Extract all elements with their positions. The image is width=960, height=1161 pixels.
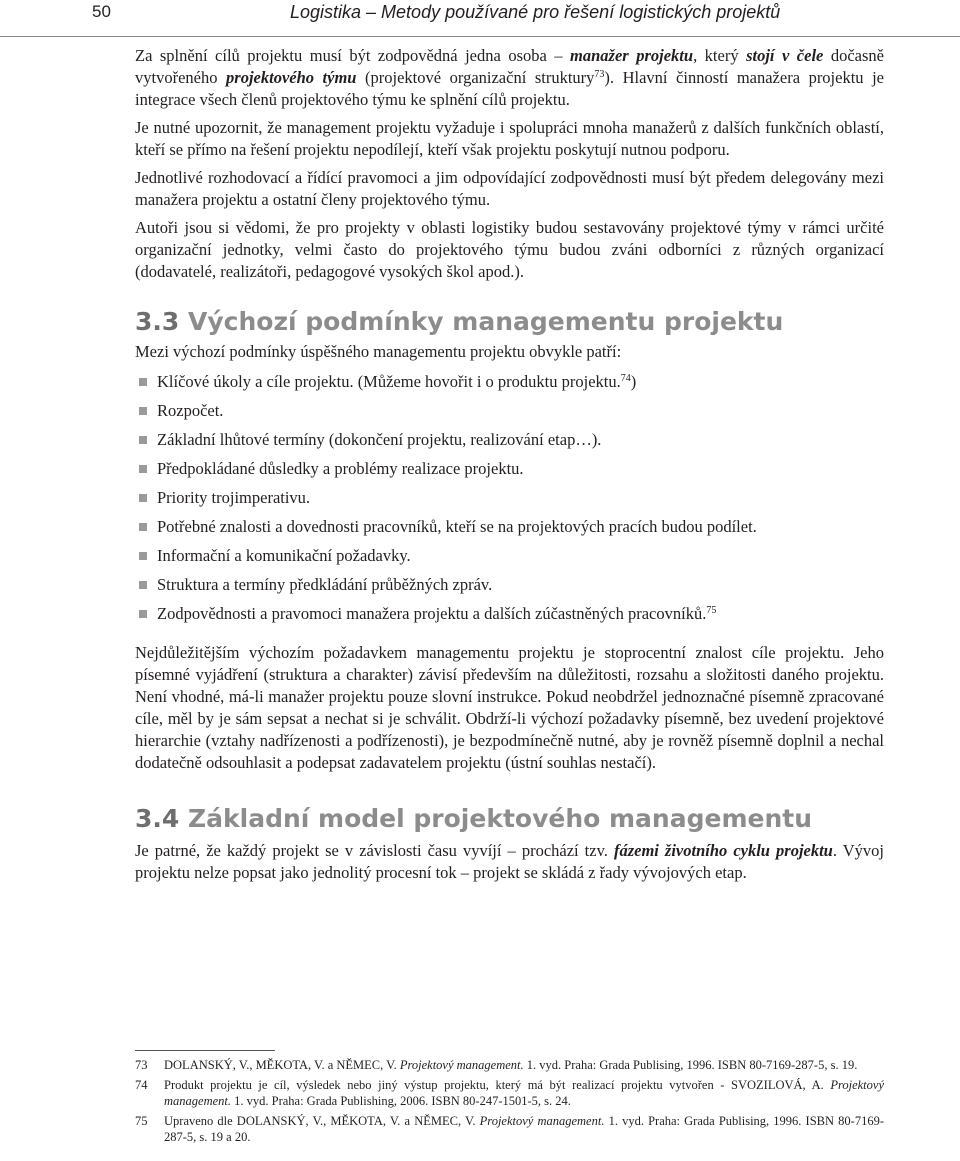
list-item: Priority trojimperativu. [135,483,884,512]
footnote-75: 75 Upraveno dle DOLANSKÝ, V., MĚKOTA, V. a NĚMEC, V. Projektový management. 1. vyd. Praha: Grada Publising, 1996. ISBN 80-7169-287-5, s. 19 a 20. [135,1114,884,1144]
footnote-number: 74 [135,1078,148,1092]
section-heading-3-3: 3.3 Výchozí podmínky managementu projektu [135,307,784,336]
paragraph-authors-note: Autoři jsou si vědomi, že pro projekty v oblasti logistiky budou sestavovány projektové týmy v rámci určité organizační jednotky, velmi často do projektového týmu budou zváni odborníci z různých organizací (dodavatelé, realizátoři, pedagogové vysokých škol apod.). [135,218,884,281]
square-bullet-icon [139,378,147,386]
section-heading-3-4: 3.4 Základní model projektového managementu [135,804,812,833]
paragraph-project-manager: Za splnění cílů projektu musí být zodpovědná jedna osoba – manažer projektu, který stojí v čele dočasně vytvořeného projektového týmu (projektové organizační struktury$^{73}$). Hlavní činností manažera projektu je integrace všech členů projektového týmu ke splnění cílů projektu. [135,46,885,109]
square-bullet-icon [139,494,147,502]
square-bullet-icon [139,407,147,415]
running-header [0,0,960,40]
list-item: Zodpovědnosti a pravomoci manažera projektu a dalších zúčastněných pracovníků.$^{75}$ [135,599,884,628]
list-item: Potřebné znalosti a dovednosti pracovníků, kteří se na projektových pracích budou podílet. [135,512,884,541]
footnote-separator [135,1050,275,1051]
footnote-ref-74[interactable]: 74 [620,373,631,384]
square-bullet-icon [139,523,147,531]
paragraph-life-cycle: Je patrné, že každý projekt se v závislosti času vyvíjí – prochází tzv. fázemi životního cyklu projektu. Vývoj projektu nelze popsat jako jednolitý procesní tok – projekt se skládá z řady vývojových etap. [135,841,885,882]
list-item: Klíčové úkoly a cíle projektu. (Můžeme hovořit i o produktu projektu.$^{74}$) [135,367,884,396]
paragraph-key-requirement: Nejdůležitějším výchozím požadavkem managementu projektu je stoprocentní znalost cíle projektu. Jeho písemné vyjádření (struktura a charakter) závisí především na důležitosti, rozsahu a složitosti daného projektu. Není vhodné, má-li manažer projektu pouze slovní instrukce. Pokud neobdržel jednoznačné písemně zpracované cíle, měl by je sám sepsat a nechat si je schválit. Obdrží-li výchozí požadavky písemně, bez uvedení projektové hierarchie (vztahy nadřízenosti a podřízenosti), je bezpodmínečně nutné, aby je rovněž písemně doplnil a nechal dodatečně odsouhlasit a podepsat zadavatelem projektu (ústní souhlas nestačí). [135,643,884,772]
running-title: Logistika – Metody používané pro řešení logistických projektů [290,2,781,22]
square-bullet-icon [139,552,147,560]
list-item: Struktura a termíny předkládání průběžných zpráv. [135,570,884,599]
list-item: Předpokládané důsledky a problémy realizace projektu. [135,454,884,483]
list-item: Informační a komunikační požadavky. [135,541,884,570]
square-bullet-icon [139,610,147,618]
prerequisites-list [135,367,884,628]
square-bullet-icon [139,581,147,589]
footnote-ref-73[interactable]: 73 [594,69,605,80]
main-content [135,45,884,890]
list-item: Rozpočet. [135,396,884,425]
footnotes [135,1057,884,1149]
footnote-number: 73 [135,1058,148,1072]
square-bullet-icon [139,436,147,444]
footnote-ref-75[interactable]: 75 [706,605,717,616]
paragraph-delegation: Jednotlivé rozhodovací a řídící pravomoci a jim odpovídající zodpovědnosti musí být předem delegovány mezi manažera projektu a ostatní členy projektového týmu. [135,168,884,209]
footnote-73: 73 DOLANSKÝ, V., MĚKOTA, V. a NĚMEC, V. Projektový management. 1. vyd. Praha: Grada Publising, 1996. ISBN 80-7169-287-5, s. 19. [135,1058,858,1072]
list-intro: Mezi výchozí podmínky úspěšného managementu projektu obvykle patří: [135,342,622,361]
header-rule [0,36,960,37]
footnote-number: 75 [135,1114,148,1128]
paragraph-cooperation: Je nutné upozornit, že management projektu vyžaduje i spolupráci mnoha manažerů z dalších funkčních oblastí, kteří se přímo na řešení projektu nepodílejí, kteří však projektu poskytují nutnou podporu. [135,118,884,159]
list-item: Základní lhůtové termíny (dokončení projektu, realizování etap…). [135,425,884,454]
page-number: 50 [92,2,111,21]
square-bullet-icon [139,465,147,473]
footnote-74: 74 Produkt projektu je cíl, výsledek nebo jiný výstup projektu, který má být realizací projektu vytvořen - SVOZILOVÁ, A. Projektový management. 1. vyd. Praha: Grada Publishing, 2006. ISBN 80-247-1501-5, s. 24. [135,1078,884,1108]
